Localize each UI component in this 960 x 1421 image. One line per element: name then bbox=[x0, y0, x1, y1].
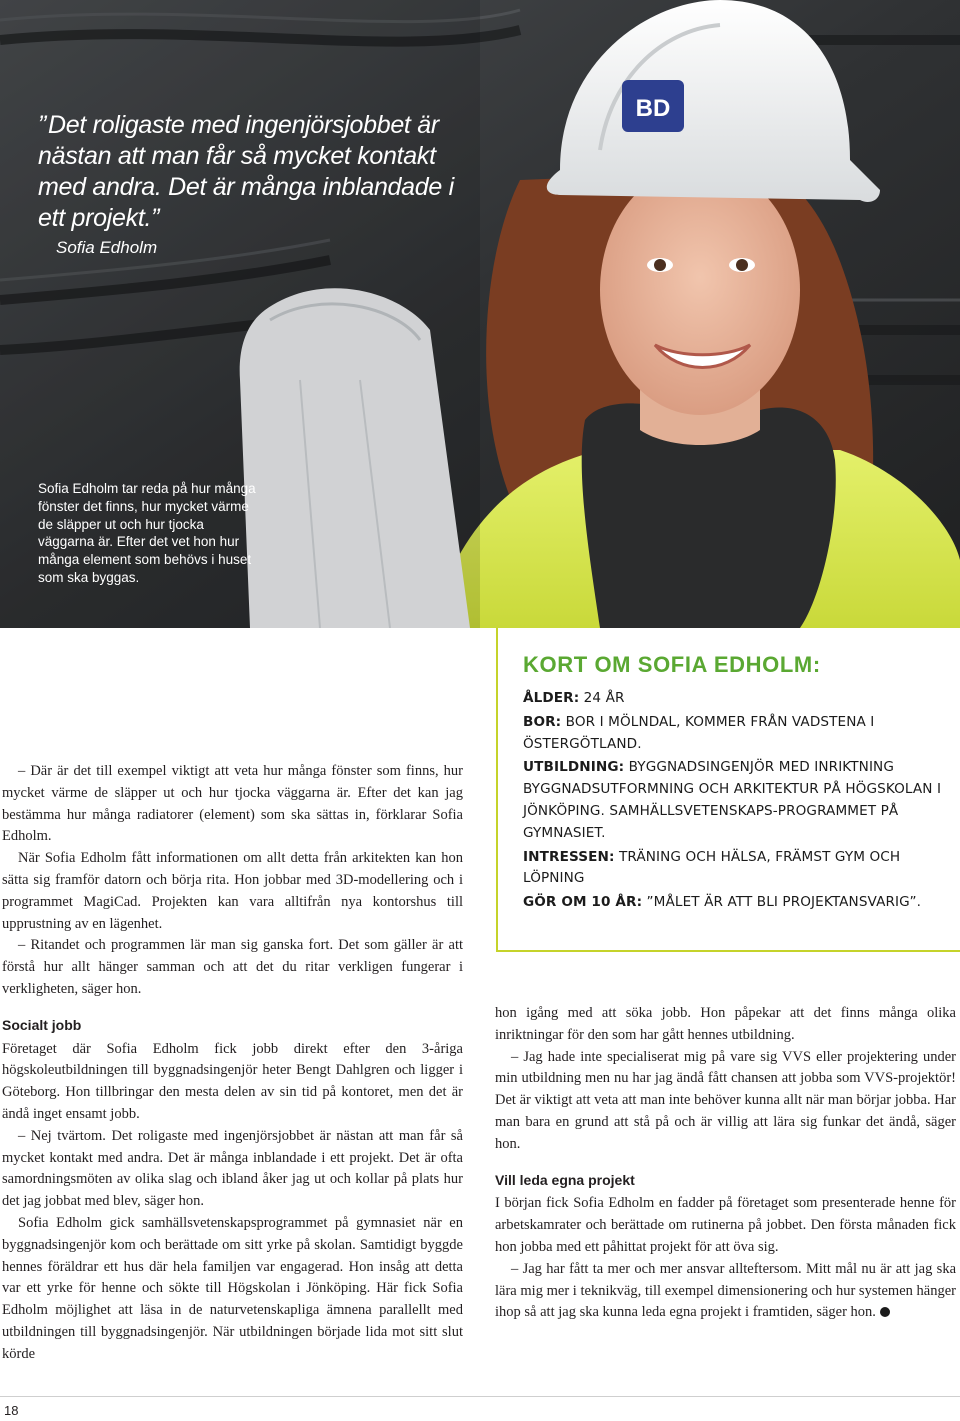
fact-box-value: ”MÅLET ÄR ATT BLI PROJEKTANSVARIG”. bbox=[642, 894, 922, 911]
article-subheading: Socialt jobb bbox=[2, 1016, 82, 1033]
fact-box-item bbox=[523, 892, 943, 914]
article-paragraph: Sofia Edholm gick samhällsvetenskapsprogrammet på gymnasiet när en byggnadsingenjör kom och berättade om sitt yrke på skolan. Samtidigt byggde hennes föräldrar ett hus där hela familjen var engagerad. Hon insåg att detta var ett yrke för henne och sökte till Högskolan i Jönköping. Här fick Sofia Edholm möjlighet att läsa in de naturvetenskapliga ämnena parallellt med utbildningen till byggnadsingenjör. När utbildningen började lida mot sitt slut körde bbox=[2, 1214, 463, 1362]
fact-box-item bbox=[523, 757, 943, 844]
fact-box-title: KORT OM SOFIA EDHOLM: bbox=[523, 652, 821, 677]
quote-author: Sofia Edholm bbox=[56, 238, 158, 257]
article-paragraph: När Sofia Edholm fått informationen om allt detta från arkitekten kan hon sätta sig framför datorn och börja rita. Hon jobbar med 3D-modellering och i programmet MagiCad. Projekten kan vara alltifrån nya kontorshus till upprustning av en lägenhet. bbox=[2, 850, 463, 932]
article-paragraph: I början fick Sofia Edholm en fadder på företaget som presenterade henne för arbetskamrater och berättade om rutinerna på jobbet. Den första månaden fick hon jobba med ett påhittat projekt för att öva sig. bbox=[495, 1195, 956, 1255]
photo-caption: Sofia Edholm tar reda på hur många fönster det finns, hur mycket värme de släpper ut och hur tjocka väggarna är. Efter det vet hon hur många element som behövs i huset som ska byggas. bbox=[38, 481, 256, 585]
quote-close-mark: ” bbox=[151, 204, 160, 232]
fact-box-label: UTBILDNING: bbox=[523, 759, 625, 776]
fact-box-label: INTRESSEN: bbox=[523, 848, 615, 865]
article-paragraph: – Jag hade inte specialiserat mig på vare sig VVS eller projektering under min utbildning men nu har jag ändå fått chansen att jobba som VVS-projektör! Det är viktigt att veta att man inte behöver kunna allt när man börjar jobba. Har man bara en grund att stå på och är villig att lära sig funkar det ändå, säger hon. bbox=[495, 1048, 956, 1152]
article-end-icon bbox=[880, 1307, 890, 1317]
article-paragraph: – Nej tvärtom. Det roligaste med ingenjörsjobbet är nästan att man får så mycket kontakt med andra. Det är många inblandade i ett projekt. Det är ofta samordningsmöten av olika slag och ibland åker jag ut och kollar på plats hur det jag jobbat med blev, säger hon. bbox=[2, 1127, 463, 1210]
fact-box-list bbox=[523, 688, 943, 916]
article-paragraph: – Ritandet och programmen lär man sig ganska fort. Det som gäller är att förstå hur allt hänger samman och att det du ritar verkligen fungerar i verkligheten, säger hon. bbox=[2, 937, 463, 997]
fact-box-value: TRÄNING OCH HÄLSA, FRÄMST GYM OCH LÖPNING bbox=[523, 848, 901, 887]
article-paragraph: hon igång med att söka jobb. Hon påpekar att det finns många olika inriktningar för den som har gått hennes utbildning. bbox=[495, 1005, 956, 1043]
hero-photo bbox=[0, 0, 960, 628]
article-paragraph: Företaget där Sofia Edholm fick jobb direkt efter den 3-åriga högskoleutbildningen till byggnadsingenjör heter Bengt Dahlgren och ligger i Göteborg. Hon tillbringar den mesta delen av sin tid på kontoret, men det är ändå inget ensamt jobb. bbox=[2, 1040, 463, 1122]
fact-box-value: BYGGNADSINGENJÖR MED INRIKTNING BYGGNADSUTFORMNING OCH ARKITEKTUR PÅ HÖGSKOLAN I JÖNKÖPING. SAMHÄLLSVETENSKAPS-PROGRAMMET PÅ GYMNASIET. bbox=[523, 759, 942, 841]
fact-box-label: BOR: bbox=[523, 713, 562, 730]
fact-box-label: GÖR OM 10 ÅR: bbox=[523, 894, 643, 911]
svg-text:BD: BD bbox=[635, 95, 671, 122]
article-subheading: Vill leda egna projekt bbox=[495, 1171, 635, 1188]
page-number: 18 bbox=[4, 1403, 19, 1418]
fact-box-item bbox=[523, 688, 943, 710]
fact-box-item bbox=[523, 712, 943, 756]
fact-box bbox=[496, 628, 960, 952]
quote-open-mark: ” bbox=[38, 111, 47, 139]
fact-box-label: ÅLDER: bbox=[523, 690, 580, 706]
article-paragraph: – Där är det till exempel viktigt att veta hur många fönster som finns, hur mycket värme de släpper ut och hur tjocka väggarna är. Efter det kan jag bestämma hur många radiatorer (element) som ska sättas in, förklarar Sofia Edholm. bbox=[2, 763, 463, 845]
article-column-left bbox=[2, 761, 463, 1366]
article-paragraph: – Jag har fått ta mer och mer ansvar allteftersom. Mitt mål nu är att jag ska lära mig mer i teknikväg, till exempel dimensionering och hur systemen hänger ihop så att jag ska kunna leda egna projekt i framtiden, säger hon. bbox=[495, 1260, 956, 1321]
fact-box-value: BOR I MÖLNDAL, KOMMER FRÅN VADSTENA I ÖSTERGÖTLAND. bbox=[523, 713, 875, 752]
fact-box-item bbox=[523, 847, 943, 891]
pull-quote bbox=[38, 110, 458, 234]
bd-logo-icon bbox=[622, 80, 684, 132]
article-column-right bbox=[495, 1003, 956, 1324]
page-footer-rule bbox=[0, 1396, 960, 1397]
quote-text: Det roligaste med ingenjörsjobbet är nästan att man får så mycket kontakt med andra. Det är många inblandade i ett projekt. bbox=[38, 111, 454, 232]
fact-box-value: 24 ÅR bbox=[579, 690, 625, 706]
